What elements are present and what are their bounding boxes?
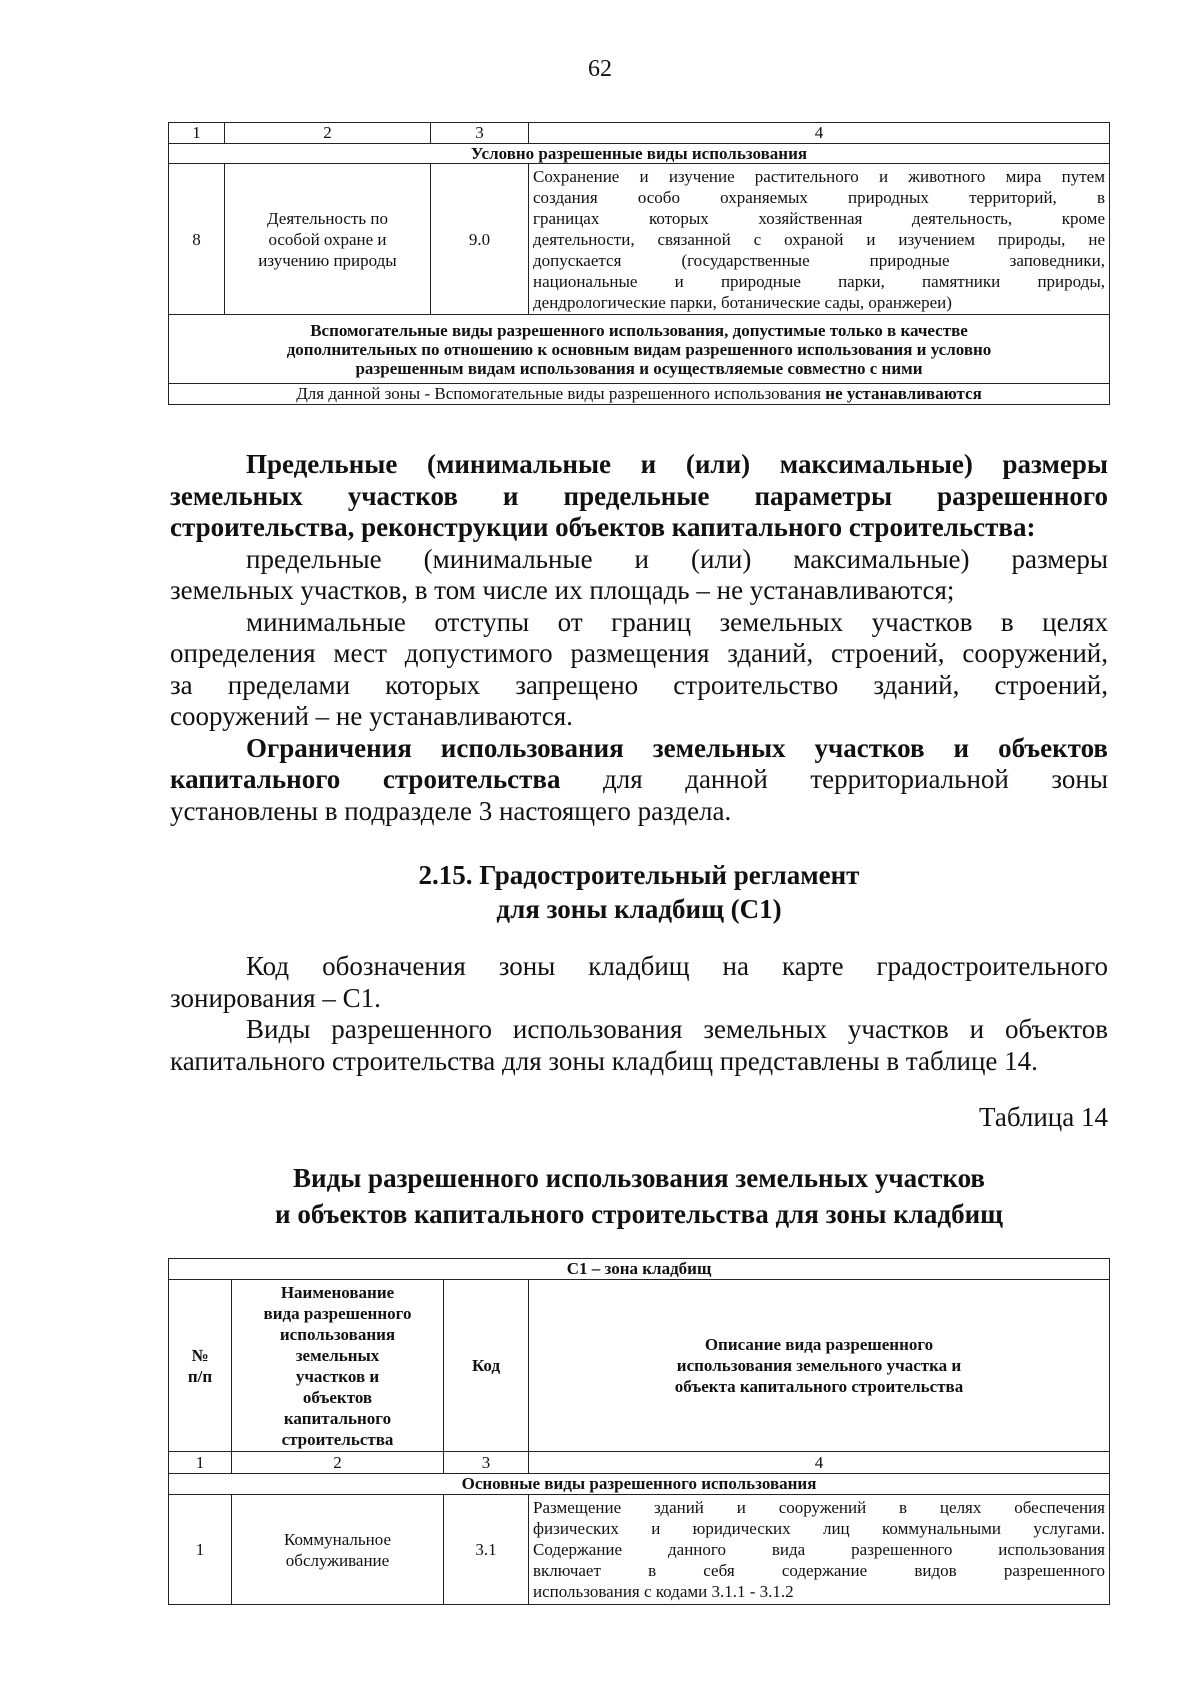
restrictions-bold: капитального строительства (170, 764, 561, 794)
limits-item-line: предельные (минимальные и (или) максимальные) размеры (246, 543, 1108, 574)
page-number: 62 (588, 56, 612, 82)
main-uses-header: Основные виды разрешенного использования (169, 1474, 1110, 1495)
restrictions-line: Ограничения использования земельных участков и объектов (246, 732, 1108, 763)
cemetery-zone-table (168, 1258, 1110, 1605)
column-number-cell: 3 (431, 123, 529, 144)
text-line: допускается (государственные природные заповедники, (533, 250, 1105, 270)
column-number-cell: 2 (225, 123, 431, 144)
text-line: деятельности, связанной с охраной и изучением природы, не (533, 229, 1105, 249)
limits-item-line: земельных участков, в том числе их площадь – не устанавливаются; (170, 575, 955, 605)
header-description (529, 1280, 1110, 1452)
use-description (529, 1495, 1110, 1605)
conditional-uses-header: Условно разрешенные виды использования (169, 144, 1110, 164)
column-number-cell: 4 (529, 1452, 1110, 1474)
text-line: дополнительных по отношению к основным видам разрешенного использования и условно (286, 339, 992, 359)
table-title-line: Виды разрешенного использования земельных участков (293, 1163, 985, 1193)
auxiliary-note-bold: не устанавливаются (825, 384, 982, 403)
text-line: Содержание данного вида разрешенного использования (533, 1540, 1106, 1559)
auxiliary-uses-header-row (169, 315, 1110, 384)
use-description (529, 164, 1110, 315)
text-line: строительства (281, 1429, 394, 1449)
column-header-row (169, 1280, 1110, 1452)
header-number (169, 1280, 232, 1452)
text-line: особой охране и (268, 229, 387, 249)
land-use-table-continued (168, 122, 1110, 405)
text-line: дендрологические парки, ботанические сады, оранжереи) (533, 292, 952, 312)
limits-item-line: за пределами которых запрещено строительство зданий, строений, (170, 669, 1108, 700)
column-number-row (169, 1452, 1110, 1474)
text-line: Код обозначения зоны кладбищ на карте градостроительного (246, 951, 1108, 981)
text-line: № (191, 1345, 209, 1365)
auxiliary-note-text: Для данной зоны - Вспомогательные виды разрешенного использования (296, 384, 826, 403)
column-number-cell: 3 (444, 1452, 529, 1474)
text-line: Описание вида разрешенного (704, 1335, 934, 1354)
text-line: п/п (187, 1366, 213, 1386)
row-number: 1 (169, 1495, 232, 1605)
row-number: 8 (169, 164, 225, 315)
column-number-cell: 1 (169, 1452, 232, 1474)
text-line: включает в себя содержание видов разрешенного (533, 1561, 1106, 1580)
text-line: использования земельного участка и (676, 1356, 962, 1375)
text-line: Деятельность по (267, 208, 388, 228)
use-name (225, 164, 431, 315)
column-number-cell: 2 (232, 1452, 444, 1474)
text-line: объектов (302, 1387, 373, 1407)
table-title-line: и объектов капитального строительства для зоны кладбищ (275, 1199, 1003, 1229)
text-line: Вспомогательные виды разрешенного использования, допустимые только в качестве (310, 320, 968, 340)
auxiliary-note-row (169, 384, 1110, 405)
text-line: Сохранение и изучение растительного и животного мира путем (533, 166, 1105, 186)
section-title (170, 858, 1108, 926)
text-line: изучению природы (258, 250, 397, 270)
zone-code-paragraph (170, 951, 1108, 1077)
limits-paragraph (170, 449, 1108, 827)
restrictions-line (170, 764, 1108, 796)
restrictions-text: для данной территориальной зоны (560, 764, 1108, 794)
text-line: создания особо охраняемых природных территорий, в (533, 187, 1105, 207)
text-line: разрешенным видам использования и осуществляемые совместно с ними (355, 358, 923, 378)
text-line: использования (279, 1324, 396, 1344)
table-title (170, 1160, 1108, 1232)
text-line: зонирования – С1. (170, 982, 381, 1013)
column-number-row (169, 123, 1110, 144)
text-line: Виды разрешенного использования земельных участков и объектов (246, 1014, 1108, 1044)
text-line: Наименование (280, 1282, 395, 1302)
column-number-cell: 4 (529, 123, 1110, 144)
text-line: капитального строительства для зоны кладбищ представлены в таблице 14. (170, 1045, 1038, 1076)
text-line: обслуживание (285, 1550, 390, 1570)
main-uses-header-row (169, 1474, 1110, 1495)
use-code: 9.0 (431, 164, 529, 315)
section-title-line: 2.15. Градостроительный регламент (418, 860, 860, 890)
limits-heading-line: Предельные (минимальные и (или) максимальные) размеры (246, 449, 1108, 479)
auxiliary-note (169, 384, 1110, 405)
limits-item-line: минимальные отступы от границ земельных участков в целях (246, 606, 1108, 637)
text-line: Размещение зданий и сооружений в целях обеспечения (533, 1498, 1106, 1517)
restrictions-line: установлены в подразделе 3 настоящего раздела. (170, 795, 732, 826)
column-number-cell: 1 (169, 123, 225, 144)
section-title-line: для зоны кладбищ (С1) (496, 894, 782, 924)
text-line: Коммунальное (283, 1529, 392, 1549)
text-line: участков и (295, 1366, 380, 1386)
text-line: объекта капитального строительства (674, 1377, 964, 1396)
conditional-uses-header-row (169, 144, 1110, 164)
text-line: капитального (283, 1408, 392, 1428)
text-line: земельных (295, 1345, 380, 1365)
table-label: Таблица 14 (979, 1102, 1108, 1132)
limits-heading-line: строительства, реконструкции объектов капитального строительства: (170, 512, 1036, 542)
text-line: национальные и природные парки, памятники природы, (533, 271, 1105, 291)
limits-heading-line: земельных участков и предельные параметры разрешенного (170, 480, 1108, 511)
limits-item-line: сооружений – не устанавливаются. (170, 701, 573, 731)
text-line: использования с кодами 3.1.1 - 3.1.2 (533, 1582, 794, 1601)
zone-header: С1 – зона кладбищ (169, 1259, 1110, 1280)
header-use-name (232, 1280, 444, 1452)
header-code: Код (444, 1280, 529, 1452)
use-name (232, 1495, 444, 1605)
zone-header-row (169, 1259, 1110, 1280)
text-line: вида разрешенного (263, 1303, 412, 1323)
table-row (169, 1495, 1110, 1605)
table-row (169, 164, 1110, 315)
text-line: физических и юридических лиц коммунальными услугами. (533, 1519, 1106, 1538)
auxiliary-uses-header (169, 315, 1110, 384)
text-line: границах которых хозяйственная деятельность, кроме (533, 208, 1105, 228)
use-code: 3.1 (444, 1495, 529, 1605)
limits-item-line: определения мест допустимого размещения зданий, строений, сооружений, (170, 638, 1108, 668)
